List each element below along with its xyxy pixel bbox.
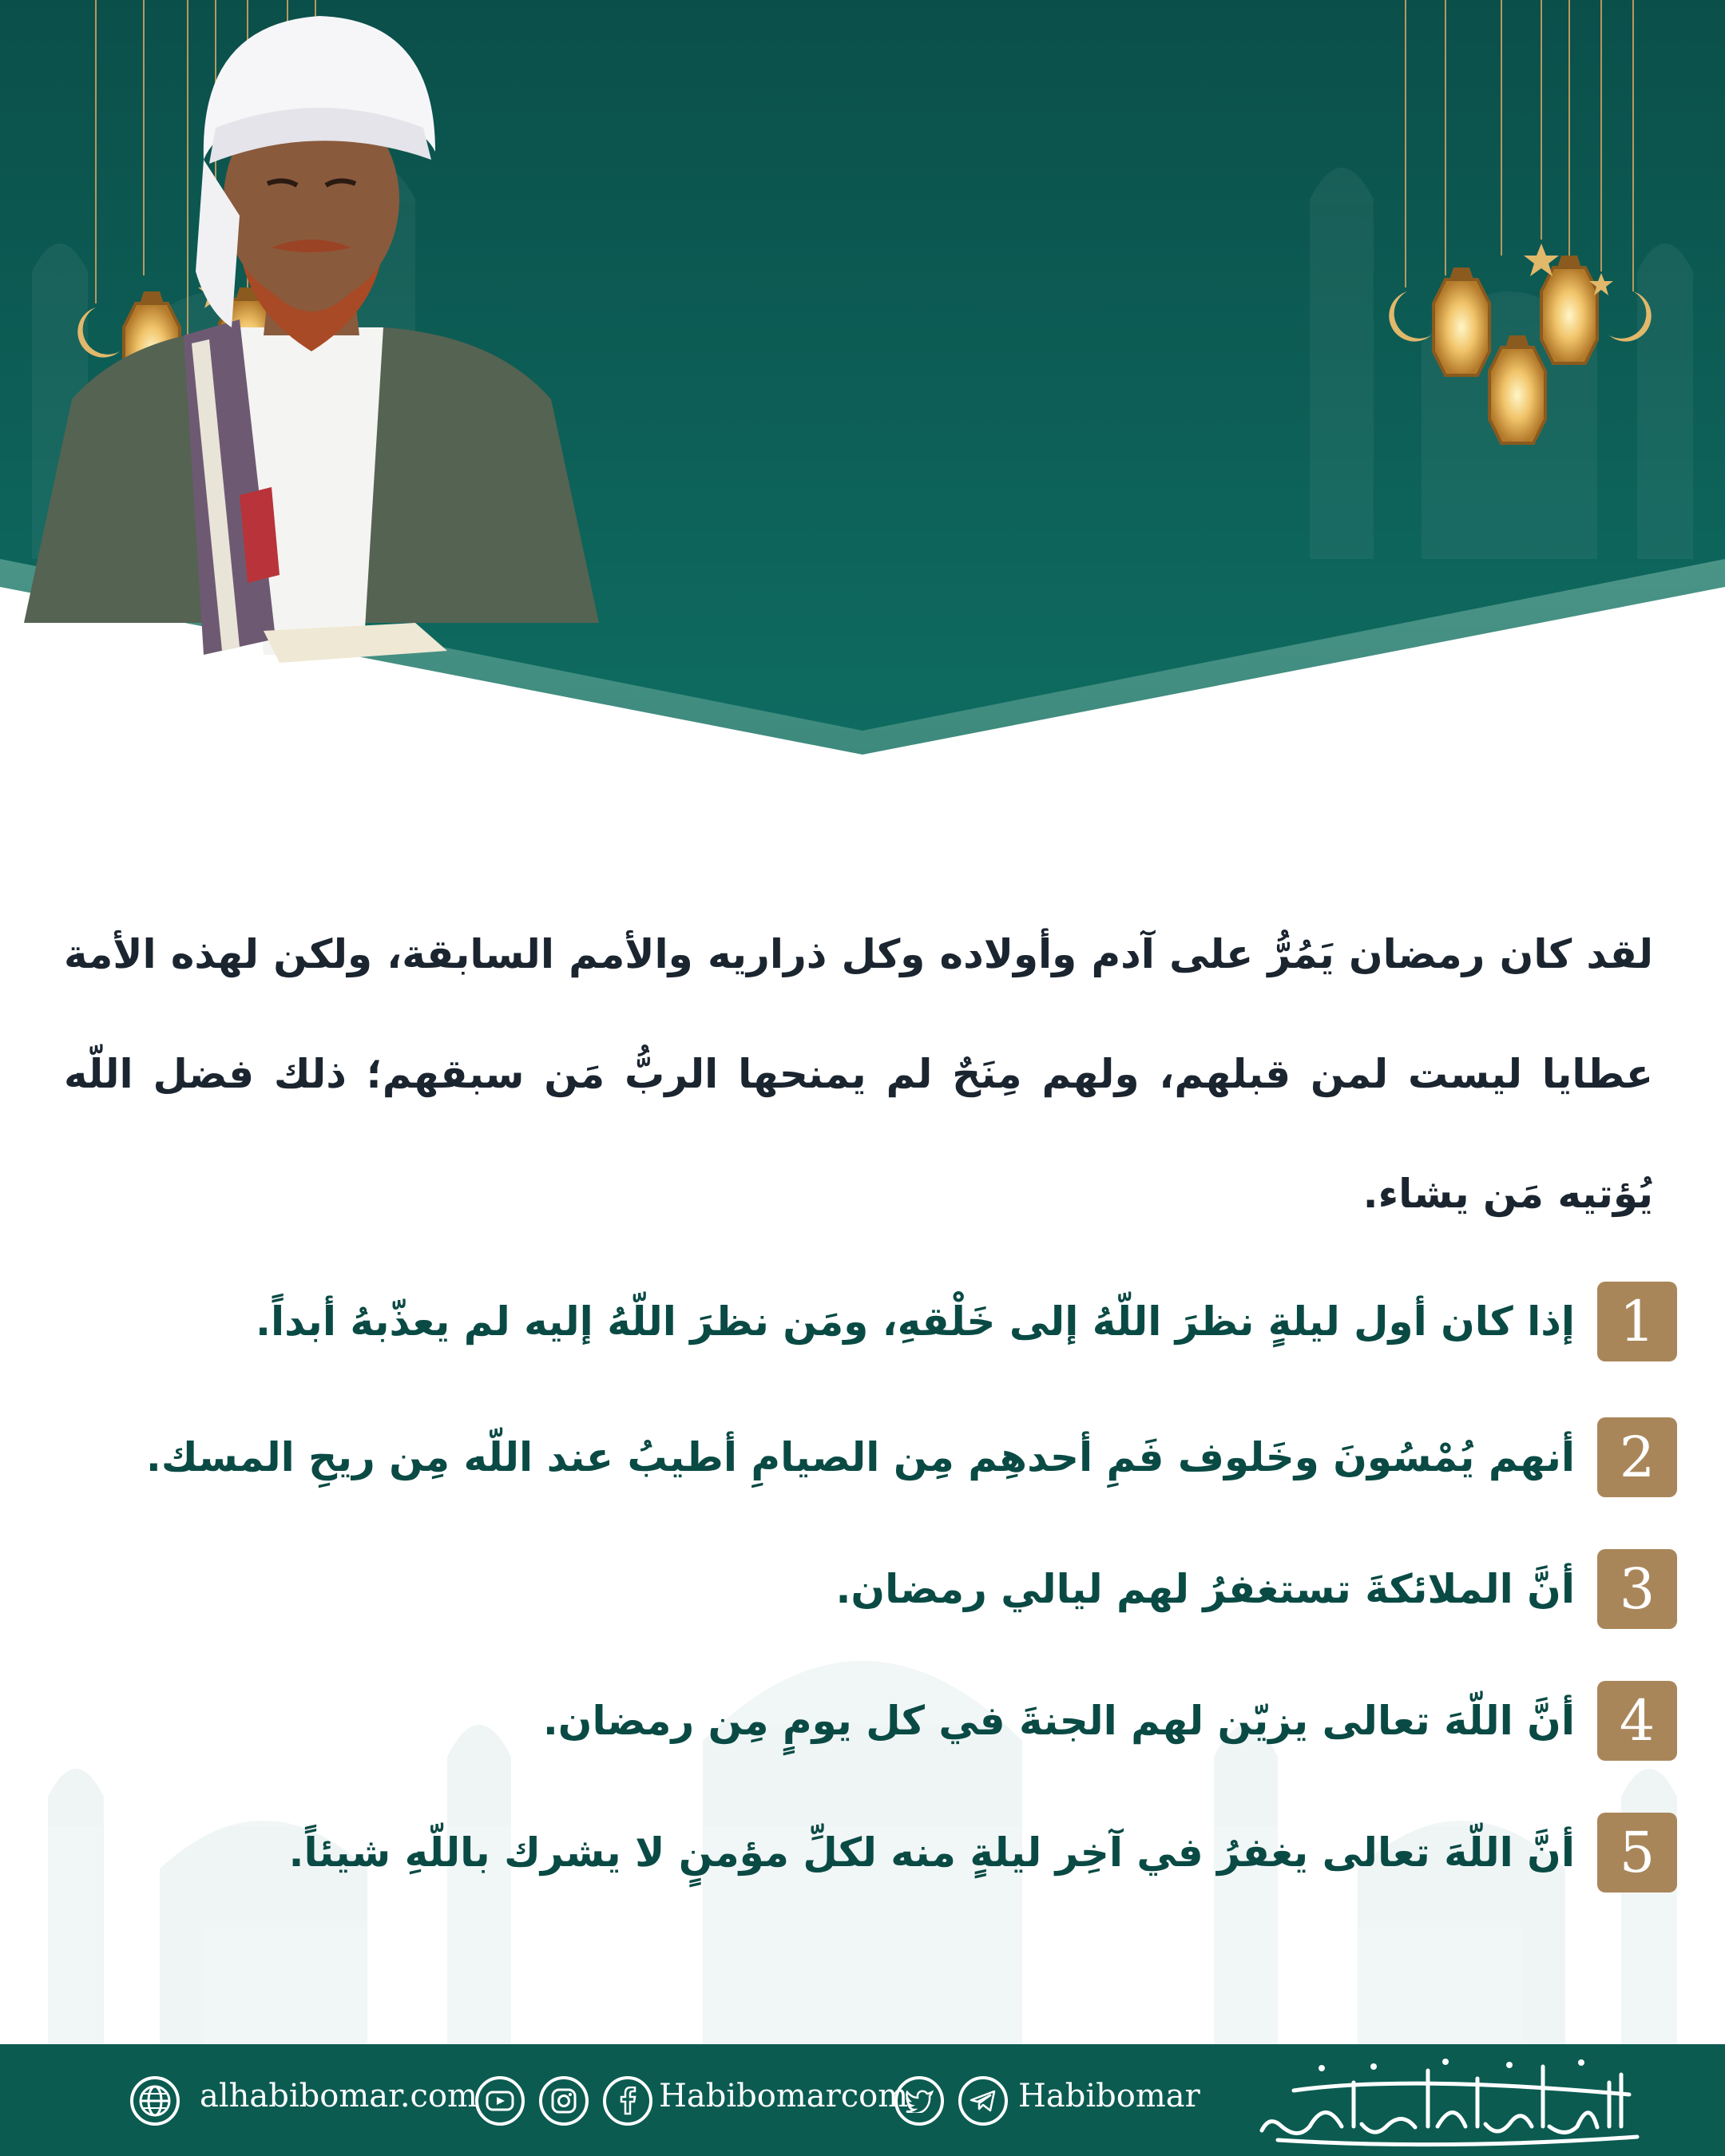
list-item	[288, 1809, 1677, 1896]
website-link[interactable]: alhabibomar.com	[200, 2078, 478, 2114]
facebook-icon[interactable]	[603, 2076, 652, 2126]
point-text: أنهم يُمْسُونَ وخَلوف فَمِ أحدهِم مِن الصيامِ أطيبُ عند اللّه مِن ريحِ المسك.	[145, 1434, 1575, 1480]
list-item	[256, 1278, 1677, 1365]
twitter-icon[interactable]	[894, 2076, 944, 2126]
list-item	[835, 1545, 1677, 1633]
lantern-icon	[1434, 268, 1489, 375]
point-number-badge: 5	[1597, 1813, 1677, 1892]
social-handle-2[interactable]: Habibomar	[1018, 2078, 1200, 2114]
lantern-icon	[1489, 335, 1545, 443]
social-handle-1[interactable]: Habibomarcom	[659, 2078, 909, 2114]
list-item	[146, 1413, 1677, 1501]
point-text: أنَّ اللّهَ تعالى يغفرُ في آخِر ليلةٍ منه لكلِّ مؤمنٍ لا يشرك باللّهِ شيئاً.	[288, 1829, 1575, 1876]
youtube-icon[interactable]	[475, 2076, 525, 2126]
telegram-icon[interactable]	[958, 2076, 1008, 2126]
point-text: أنَّ اللّهَ تعالى يزيّن لهم الجنةَ في كل يومٍ مِن رمضان.	[542, 1698, 1575, 1744]
globe-icon[interactable]	[130, 2076, 180, 2126]
signature-logo	[1246, 2051, 1645, 2150]
intro-paragraph: لقد كان رمضان يَمُرُّ على آدم وأولاده وكل ذراريه والأمم السابقة، ولكن لهذه الأمة عطايا ليست لمن قبلهم، ولهم مِنَحٌ لم يمنحها الربُّ مَن سبقهم؛ ذلك فضل اللّه يُؤتيه مَن يشاء.	[64, 931, 1653, 1217]
point-number-badge: 2	[1597, 1417, 1677, 1497]
header-banner	[0, 0, 1725, 759]
point-number-badge: 4	[1597, 1681, 1677, 1761]
portrait-image	[0, 0, 623, 687]
point-text: إذا كان أول ليلةٍ نظرَ اللّهُ إلى خَلْقهِ، ومَن نظرَ اللّهُ إليه لم يعذّبهُ أبداً.	[256, 1298, 1575, 1345]
point-number-badge: 3	[1597, 1549, 1677, 1629]
instagram-icon[interactable]	[539, 2076, 589, 2126]
point-text: أنَّ الملائكةَ تستغفرُ لهم ليالي رمضان.	[835, 1566, 1575, 1612]
footer-bar	[0, 2044, 1725, 2156]
list-item	[543, 1677, 1677, 1765]
point-number-badge: 1	[1597, 1282, 1677, 1361]
